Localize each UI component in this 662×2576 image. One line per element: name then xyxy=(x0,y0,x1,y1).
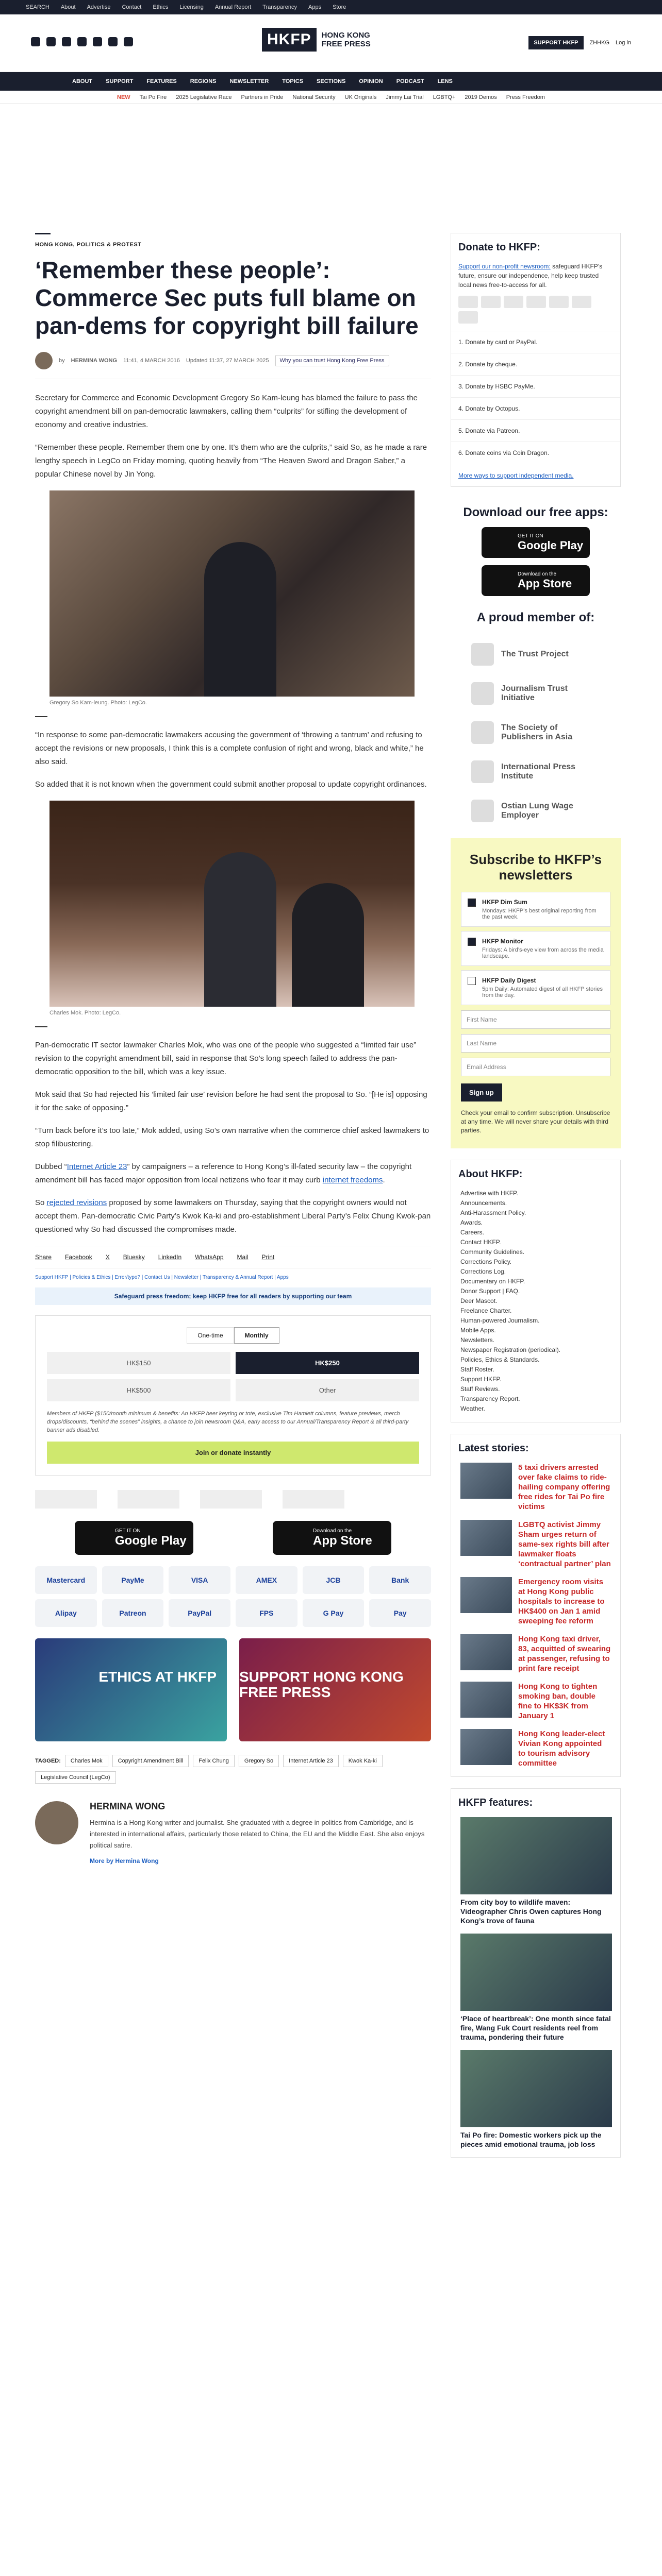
author-name[interactable]: HERMINA WONG xyxy=(90,1801,166,1811)
sub-nav xyxy=(0,91,662,104)
paypal-icon xyxy=(549,296,569,308)
share-print[interactable]: Print xyxy=(261,1253,275,1261)
share-mail[interactable]: Mail xyxy=(237,1253,249,1261)
byline xyxy=(35,352,431,379)
app-stores xyxy=(35,1521,431,1555)
about-link[interactable]: Staff Reviews. xyxy=(460,1385,500,1393)
x-icon[interactable] xyxy=(46,37,56,46)
trust-project-icon xyxy=(471,643,494,666)
author-bio: Hermina is a Hong Kong writer and journalist. She graduated with a degree in politics from Cambridge, and is interested in international affairs, particularly those related to China, the EU and the Middle East. She also enjoys political satire. xyxy=(90,1819,425,1849)
search-link[interactable]: SEARCH xyxy=(26,4,49,10)
title-rule xyxy=(35,233,51,234)
subnav-item[interactable]: 2019 Demos xyxy=(465,94,497,100)
member-living-wage[interactable]: Ostian Lung Wage Employer xyxy=(471,794,600,828)
language-switch[interactable]: ZHHKG xyxy=(589,40,610,46)
about-link[interactable]: Corrections Policy. xyxy=(460,1258,512,1265)
member-title: A proud member of: xyxy=(476,611,595,624)
email-field[interactable]: Email Address xyxy=(461,1058,610,1076)
feature-thumb xyxy=(460,1934,612,2011)
topbar-ethics[interactable]: Ethics xyxy=(153,4,169,10)
nav-features[interactable]: FEATURES xyxy=(146,78,177,84)
topbar-advertise[interactable]: Advertise xyxy=(87,4,111,10)
logo-box: HKFP xyxy=(262,28,317,52)
latest-thumb xyxy=(460,1729,512,1765)
feature-item[interactable]: ‘Place of heartbreak’: One month since fatal fire, Wang Fuk Court residents reel from trauma, pondering their future xyxy=(460,1934,611,2042)
nav-sections[interactable]: SECTIONS xyxy=(317,78,346,84)
newsletter-option[interactable]: HKFP Dim Sum Mondays: HKFP’s best original reporting from the past week. xyxy=(461,892,610,927)
photo-subject xyxy=(204,542,276,697)
article xyxy=(35,233,431,1866)
checkbox-checked-icon[interactable] xyxy=(468,899,476,907)
divider xyxy=(35,716,47,717)
payment-method[interactable]: Pay xyxy=(369,1599,431,1627)
about-link[interactable]: Human-powered Journalism. xyxy=(460,1317,540,1324)
updated-date: Updated 11:37, 27 MARCH 2025 xyxy=(186,358,269,364)
donate-option[interactable]: 6. Donate coins via Coin Dragon. xyxy=(451,442,620,464)
sopa-icon xyxy=(471,721,494,744)
latest-thumb xyxy=(460,1520,512,1556)
donate-option[interactable]: 3. Donate by HSBC PayMe. xyxy=(451,375,620,397)
jti-badge[interactable] xyxy=(118,1490,179,1509)
latest-item[interactable]: 5 taxi drivers arrested over fake claims to ride-hailing company offering free rides for Tai Po fire victims xyxy=(460,1463,611,1512)
amount-option[interactable]: HK$150 xyxy=(47,1352,230,1374)
paragraph: So added that it is not known when the government could submit another proposal to update copyright ordinances. xyxy=(35,780,427,789)
donate-option[interactable]: 4. Donate by Octopus. xyxy=(451,397,620,419)
subnav-item[interactable]: National Security xyxy=(292,94,336,100)
site-header xyxy=(0,14,662,72)
more-ways-link[interactable]: More ways to support independent media. xyxy=(458,472,574,479)
subnav-item[interactable]: Partners in Pride xyxy=(241,94,284,100)
latest-item[interactable]: Hong Kong leader-elect Vivian Kong appointed to tourism advisory committee xyxy=(460,1729,611,1768)
article-category[interactable]: HONG KONG, POLITICS & PROTEST xyxy=(35,242,142,248)
subnav-item[interactable]: UK Originals xyxy=(344,94,377,100)
byline-author[interactable]: HERMINA WONG xyxy=(71,358,118,364)
safeguard-banner[interactable]: Safeguard press freedom; keep HKFP free for all readers by supporting our team xyxy=(35,1287,431,1305)
instagram-icon[interactable] xyxy=(62,37,71,46)
paragraph: Secretary for Commerce and Economic Development Gregory So Kam-leung has blamed the failure to pass the copyright amendment bill on pan-democratic lawmakers, calling them “culprits” for stifling the development of economy and creative industries. xyxy=(35,394,418,429)
about-link[interactable]: Newsletters. xyxy=(460,1336,495,1344)
newsletter-title: Subscribe to HKFP’s newsletters xyxy=(469,852,602,883)
payment-method[interactable]: Patreon xyxy=(102,1599,164,1627)
payment-method[interactable]: PayPal xyxy=(169,1599,230,1627)
about-link[interactable]: Newspaper Registration (periodical). xyxy=(460,1346,561,1353)
payment-method[interactable]: G Pay xyxy=(303,1599,365,1627)
latest-title: Latest stories: xyxy=(458,1443,529,1454)
youtube-icon[interactable] xyxy=(77,37,87,46)
payment-method[interactable]: Bank xyxy=(369,1566,431,1594)
paragraph: Pan-democratic IT sector lawmaker Charles Mok, who was one of the people who suggested a “limited fair use” revision to the copyright amendment bill, said in response that So’s long speech failed to address the pan-democratic opposition to the bill, which was a key issue. xyxy=(35,1041,417,1076)
about-link[interactable]: Policies, Ethics & Standards. xyxy=(460,1356,540,1363)
about-link[interactable]: Corrections Log. xyxy=(460,1268,506,1275)
paragraph: “Remember these people. Remember them one by one. It’s them who are the culprits,” said So, as he made a rare lengthy speech in LegCo on Friday morning, quoting heavily from “The Heaven Sword and Dragon Saber,” a popular Chinese novel by Jin Yong. xyxy=(35,443,427,479)
footer-links[interactable]: Support HKFP | Policies & Ethics | Error/typo? | Contact Us | Newsletter | Transparency & Annual Report | Apps xyxy=(35,1275,289,1280)
share-label[interactable]: Share xyxy=(35,1253,52,1261)
photo-caption: Gregory So Kam-leung. Photo: LegCo. xyxy=(49,700,147,706)
author-box xyxy=(35,1801,431,1866)
about-link[interactable]: Anti-Harassment Policy. xyxy=(460,1209,526,1216)
about-link[interactable]: Transparency Report. xyxy=(460,1395,520,1402)
payment-methods xyxy=(35,1566,431,1627)
subnav-item[interactable]: Press Freedom xyxy=(506,94,545,100)
main-nav xyxy=(0,72,662,91)
share-bar xyxy=(35,1246,431,1268)
latest-thumb xyxy=(460,1577,512,1613)
jcb-icon xyxy=(526,296,546,308)
about-link[interactable]: Donor Support | FAQ. xyxy=(460,1287,520,1295)
alipay-icon xyxy=(458,311,478,324)
paragraph: “Turn back before it’s too late,” Mok added, using So’s own narrative when the commerce chief asked lawmakers to stop filibustering. xyxy=(35,1126,429,1148)
tag[interactable]: Gregory So xyxy=(239,1755,279,1767)
apps-title: Download our free apps: xyxy=(463,505,608,519)
more-by-author-link[interactable]: More by Hermina Wong xyxy=(90,1857,159,1865)
tag[interactable]: Charles Mok xyxy=(65,1755,108,1767)
newsletter-note: Check your email to confirm subscription. Unsubscribe at any time. We will never share your details with third parties. xyxy=(461,1109,610,1134)
about-link[interactable]: Advertise with HKFP. xyxy=(460,1190,518,1197)
header-actions xyxy=(528,36,631,49)
about-link[interactable]: Contact HKFP. xyxy=(460,1239,501,1246)
amount-option[interactable]: HK$500 xyxy=(47,1379,230,1401)
features-title: HKFP features: xyxy=(458,1797,533,1808)
card-icons xyxy=(451,296,620,331)
latest-thumb xyxy=(460,1463,512,1499)
share-bluesky[interactable]: Bluesky xyxy=(123,1253,145,1261)
photo-subject xyxy=(204,852,276,1007)
donate-link[interactable]: Support our non-profit newsroom: xyxy=(458,263,551,270)
sidebar xyxy=(451,233,621,2169)
payment-method[interactable]: JCB xyxy=(303,1566,365,1594)
member-jti[interactable]: Journalism Trust Initiative xyxy=(471,676,600,710)
share-x[interactable]: X xyxy=(105,1253,110,1261)
article-photo xyxy=(49,490,415,697)
payment-method[interactable]: Alipay xyxy=(35,1599,97,1627)
amount-option-selected[interactable]: HK$250 xyxy=(236,1352,419,1374)
feature-item[interactable]: Tai Po fire: Domestic workers pick up the pieces amid emotional trauma, job loss xyxy=(460,2050,611,2149)
subnav-item[interactable]: Tai Po Fire xyxy=(139,94,167,100)
internet-article-23-link[interactable]: Internet Article 23 xyxy=(67,1162,127,1171)
payment-method[interactable]: VISA xyxy=(169,1566,230,1594)
trust-link[interactable]: Why you can trust Hong Kong Free Press xyxy=(275,355,389,366)
newsletter-option[interactable]: HKFP Daily Digest 5pm Daily: Automated digest of all HKFP stories from the day. xyxy=(461,970,610,1005)
latest-item[interactable]: LGBTQ activist Jimmy Sham urges return of same-sex rights bill after lawmaker floats ‘contractual partner’ plan xyxy=(460,1520,611,1569)
photo-subject xyxy=(292,883,364,1007)
support-promo[interactable]: SUPPORT HONG KONG FREE PRESS xyxy=(239,1638,431,1741)
amex-icon xyxy=(504,296,523,308)
subnav-item[interactable]: 2025 Legislative Race xyxy=(176,94,232,100)
donate-option[interactable]: 2. Donate by cheque. xyxy=(451,353,620,375)
nav-lens[interactable]: LENS xyxy=(437,78,453,84)
sopa-badge[interactable] xyxy=(200,1490,262,1509)
frequency-toggle xyxy=(47,1327,419,1344)
trust-badges xyxy=(35,1490,431,1509)
latest-widget xyxy=(451,1434,621,1777)
subnav-item[interactable]: LGBTQ+ xyxy=(433,94,456,100)
article-title: ‘Remember these people’: Commerce Sec puts full blame on pan-dems for copyright bill failure xyxy=(35,257,419,339)
about-link[interactable]: Community Guidelines. xyxy=(460,1248,525,1256)
about-link[interactable]: Careers. xyxy=(460,1229,485,1236)
about-link[interactable]: Weather. xyxy=(460,1405,485,1412)
membership-note: Members of HKFP ($150/month minimum & benefits: An HKFP beer keyring or tote, exclusive Tim Hamlett columns, feature previews, merch drops/discounts, “behind the scenes” insights, a chance to join newsroom Q&A, early access to our Annual/Transparency Report & all third-party banner ads disabled. xyxy=(47,1411,409,1433)
topbar-licensing[interactable]: Licensing xyxy=(179,4,204,10)
photo-caption: Charles Mok. Photo: LegCo. xyxy=(49,1010,121,1016)
figure xyxy=(49,801,415,1016)
about-link[interactable]: Awards. xyxy=(460,1219,483,1226)
internet-freedoms-link[interactable]: internet freedoms xyxy=(322,1176,383,1184)
nav-opinion[interactable]: OPINION xyxy=(359,78,383,84)
one-time-option[interactable]: One-time xyxy=(187,1327,234,1344)
new-badge: NEW xyxy=(117,94,130,100)
topbar-contact[interactable]: Contact xyxy=(122,4,142,10)
donate-option[interactable]: 5. Donate via Patreon. xyxy=(451,419,620,442)
tag[interactable]: Kwok Ka-ki xyxy=(343,1755,383,1767)
tag-list xyxy=(35,1755,431,1784)
sidebar-google-play[interactable]: GET IT ON Google Play xyxy=(482,527,590,558)
paragraph: Dubbed “Internet Article 23” by campaigners – a reference to Hong Kong’s ill-fated security law – the copyright amendment bill has faced major opposition from local netizens who fear it may curb internet freedoms. xyxy=(35,1162,412,1184)
app-store-button[interactable]: Download on the App Store xyxy=(273,1521,391,1555)
visa-icon xyxy=(481,296,501,308)
social-icons xyxy=(31,37,133,46)
about-link[interactable]: Support HKFP. xyxy=(460,1376,502,1383)
about-widget xyxy=(451,1160,621,1422)
latest-item[interactable]: Hong Kong to tighten smoking ban, double fine to HK$3K from January 1 xyxy=(460,1682,611,1721)
latest-thumb xyxy=(460,1682,512,1718)
sidebar-app-store[interactable]: Download on the App Store xyxy=(482,565,590,596)
signup-button[interactable]: Sign up xyxy=(461,1083,502,1101)
about-link[interactable]: Deer Mascot. xyxy=(460,1297,498,1304)
mastercard-icon xyxy=(458,296,478,308)
nav-podcast[interactable]: PODCAST xyxy=(396,78,424,84)
top-bar xyxy=(0,0,662,14)
payment-method[interactable]: FPS xyxy=(236,1599,297,1627)
features-list xyxy=(451,1817,620,2149)
paragraph: So rejected revisions proposed by some lawmakers on Thursday, saying that the copyright owners would not accept them. Pan-democratic Civic Party’s Kwok Ka-ki and pro-establishment Liberal Party’s Felix Chung Kwok-pan questioned why So had discussed the compromises made. xyxy=(35,1198,431,1234)
last-name-field[interactable]: Last Name xyxy=(461,1034,610,1053)
about-link[interactable]: Freelance Charter. xyxy=(460,1307,512,1314)
publish-date: 11:41, 4 MARCH 2016 xyxy=(123,358,180,364)
nav-topics[interactable]: TOPICS xyxy=(282,78,304,84)
topbar-apps[interactable]: Apps xyxy=(308,4,322,10)
payment-method[interactable]: AMEX xyxy=(236,1566,297,1594)
donate-text: Support our non-profit newsroom: safeguard HKFP’s future, ensure our independence, help keep trusted local news free-to-access for all. xyxy=(458,263,603,289)
payment-method[interactable]: Mastercard xyxy=(35,1566,97,1594)
donate-title: Donate to HKFP: xyxy=(458,242,540,253)
site-logo[interactable] xyxy=(262,28,371,52)
about-link[interactable]: Documentary on HKFP. xyxy=(460,1278,525,1285)
tag[interactable]: Felix Chung xyxy=(193,1755,235,1767)
amount-option[interactable]: Other xyxy=(236,1379,419,1401)
promo-banners xyxy=(35,1638,431,1741)
tag[interactable]: Internet Article 23 xyxy=(283,1755,339,1767)
support-hkfp-button[interactable]: SUPPORT HKFP xyxy=(528,36,583,49)
about-link[interactable]: Staff Roster. xyxy=(460,1366,494,1373)
divider xyxy=(35,1026,47,1027)
nav-about[interactable]: ABOUT xyxy=(72,78,93,84)
figure xyxy=(49,490,415,706)
member-list xyxy=(451,632,621,838)
author-avatar[interactable] xyxy=(35,352,53,369)
tags-label: TAGGED: xyxy=(35,1758,61,1764)
topbar-about[interactable]: About xyxy=(60,4,76,10)
newsletter-widget xyxy=(451,838,621,1148)
amount-options xyxy=(47,1352,419,1401)
member-trust-project[interactable]: The Trust Project xyxy=(471,637,600,671)
rejected-revisions-link[interactable]: rejected revisions xyxy=(46,1198,107,1207)
member-sopa[interactable]: The Society of Publishers in Asia xyxy=(471,716,600,750)
share-whatsapp[interactable]: WhatsApp xyxy=(195,1253,224,1261)
tag[interactable]: Copyright Amendment Bill xyxy=(112,1755,189,1767)
feature-thumb xyxy=(460,2050,612,2127)
first-name-field[interactable]: First Name xyxy=(461,1010,610,1029)
ethics-promo[interactable]: ETHICS AT HKFP xyxy=(35,1638,227,1741)
features-widget xyxy=(451,1788,621,2158)
article-photo xyxy=(49,801,415,1007)
latest-item[interactable]: Hong Kong taxi driver, 83, acquitted of swearing at passenger, refusing to print fare receipt xyxy=(460,1634,611,1673)
tag[interactable]: Legislative Council (LegCo) xyxy=(35,1771,116,1784)
latest-thumb xyxy=(460,1634,512,1670)
checkbox-icon[interactable] xyxy=(468,977,476,985)
author-photo[interactable] xyxy=(35,1801,78,1844)
nav-regions[interactable]: REGIONS xyxy=(190,78,217,84)
about-link[interactable]: Mobile Apps. xyxy=(460,1327,496,1334)
byline-by: by xyxy=(59,358,65,364)
share-linkedin[interactable]: LinkedIn xyxy=(158,1253,182,1261)
donate-option[interactable]: 1. Donate by card or PayPal. xyxy=(451,331,620,353)
topbar-store[interactable]: Store xyxy=(333,4,346,10)
paragraph: “In response to some pan-democratic lawmakers accusing the government of ‘throwing a tantrum’ and refusing to accept the revisions or new proposals, I think this is a complete confusion of right and wrong, black and white,” he also said. xyxy=(35,731,424,766)
join-button[interactable]: Join or donate instantly xyxy=(47,1442,419,1464)
subnav-item[interactable]: Jimmy Lai Trial xyxy=(386,94,424,100)
latest-item[interactable]: Emergency room visits at Hong Kong public hospitals to increase to HK$400 on Jan 1 amid sweeping fee reform xyxy=(460,1577,611,1626)
member-ipi[interactable]: International Press Institute xyxy=(471,755,600,789)
feature-item[interactable]: From city boy to wildlife maven: Videographer Chris Owen captures Hong Kong’s trove of fauna xyxy=(460,1817,611,1925)
ipi-badge[interactable] xyxy=(283,1490,344,1509)
monthly-option[interactable]: Monthly xyxy=(234,1327,279,1344)
feature-thumb xyxy=(460,1817,612,1894)
topbar-annual-report[interactable]: Annual Report xyxy=(214,4,252,10)
login-link[interactable]: Log in xyxy=(616,40,631,46)
checkbox-checked-icon[interactable] xyxy=(468,938,476,946)
donation-box xyxy=(35,1315,431,1476)
share-facebook[interactable]: Facebook xyxy=(65,1253,92,1261)
google-play-button[interactable]: GET IT ON Google Play xyxy=(75,1521,193,1555)
facebook-icon[interactable] xyxy=(31,37,40,46)
topbar-transparency[interactable]: Transparency xyxy=(262,4,297,10)
nav-newsletter[interactable]: NEWSLETTER xyxy=(229,78,269,84)
about-title: About HKFP: xyxy=(458,1168,523,1180)
logo-text: HONG KONG FREE PRESS xyxy=(321,31,371,48)
about-link[interactable]: Announcements. xyxy=(460,1199,507,1207)
telegram-icon[interactable] xyxy=(124,37,133,46)
paragraph: Mok said that So had rejected his ‘limited fair use’ revision before he had sent the proposal to So. “[He is] opposing it for the sake of opposing.” xyxy=(35,1090,427,1112)
jti-icon xyxy=(471,682,494,705)
latest-list xyxy=(451,1463,620,1768)
donate-widget xyxy=(451,233,621,487)
linkedin-icon[interactable] xyxy=(108,37,118,46)
trust-project-badge[interactable] xyxy=(35,1490,97,1509)
payment-method[interactable]: PayMe xyxy=(102,1566,164,1594)
payme-icon xyxy=(572,296,591,308)
threads-icon[interactable] xyxy=(93,37,102,46)
newsletter-option[interactable]: HKFP Monitor Fridays: A bird’s-eye view from across the media landscape. xyxy=(461,931,610,966)
about-list xyxy=(451,1189,620,1422)
nav-support[interactable]: SUPPORT xyxy=(106,78,134,84)
living-wage-icon xyxy=(471,800,494,822)
ipi-icon xyxy=(471,760,494,783)
